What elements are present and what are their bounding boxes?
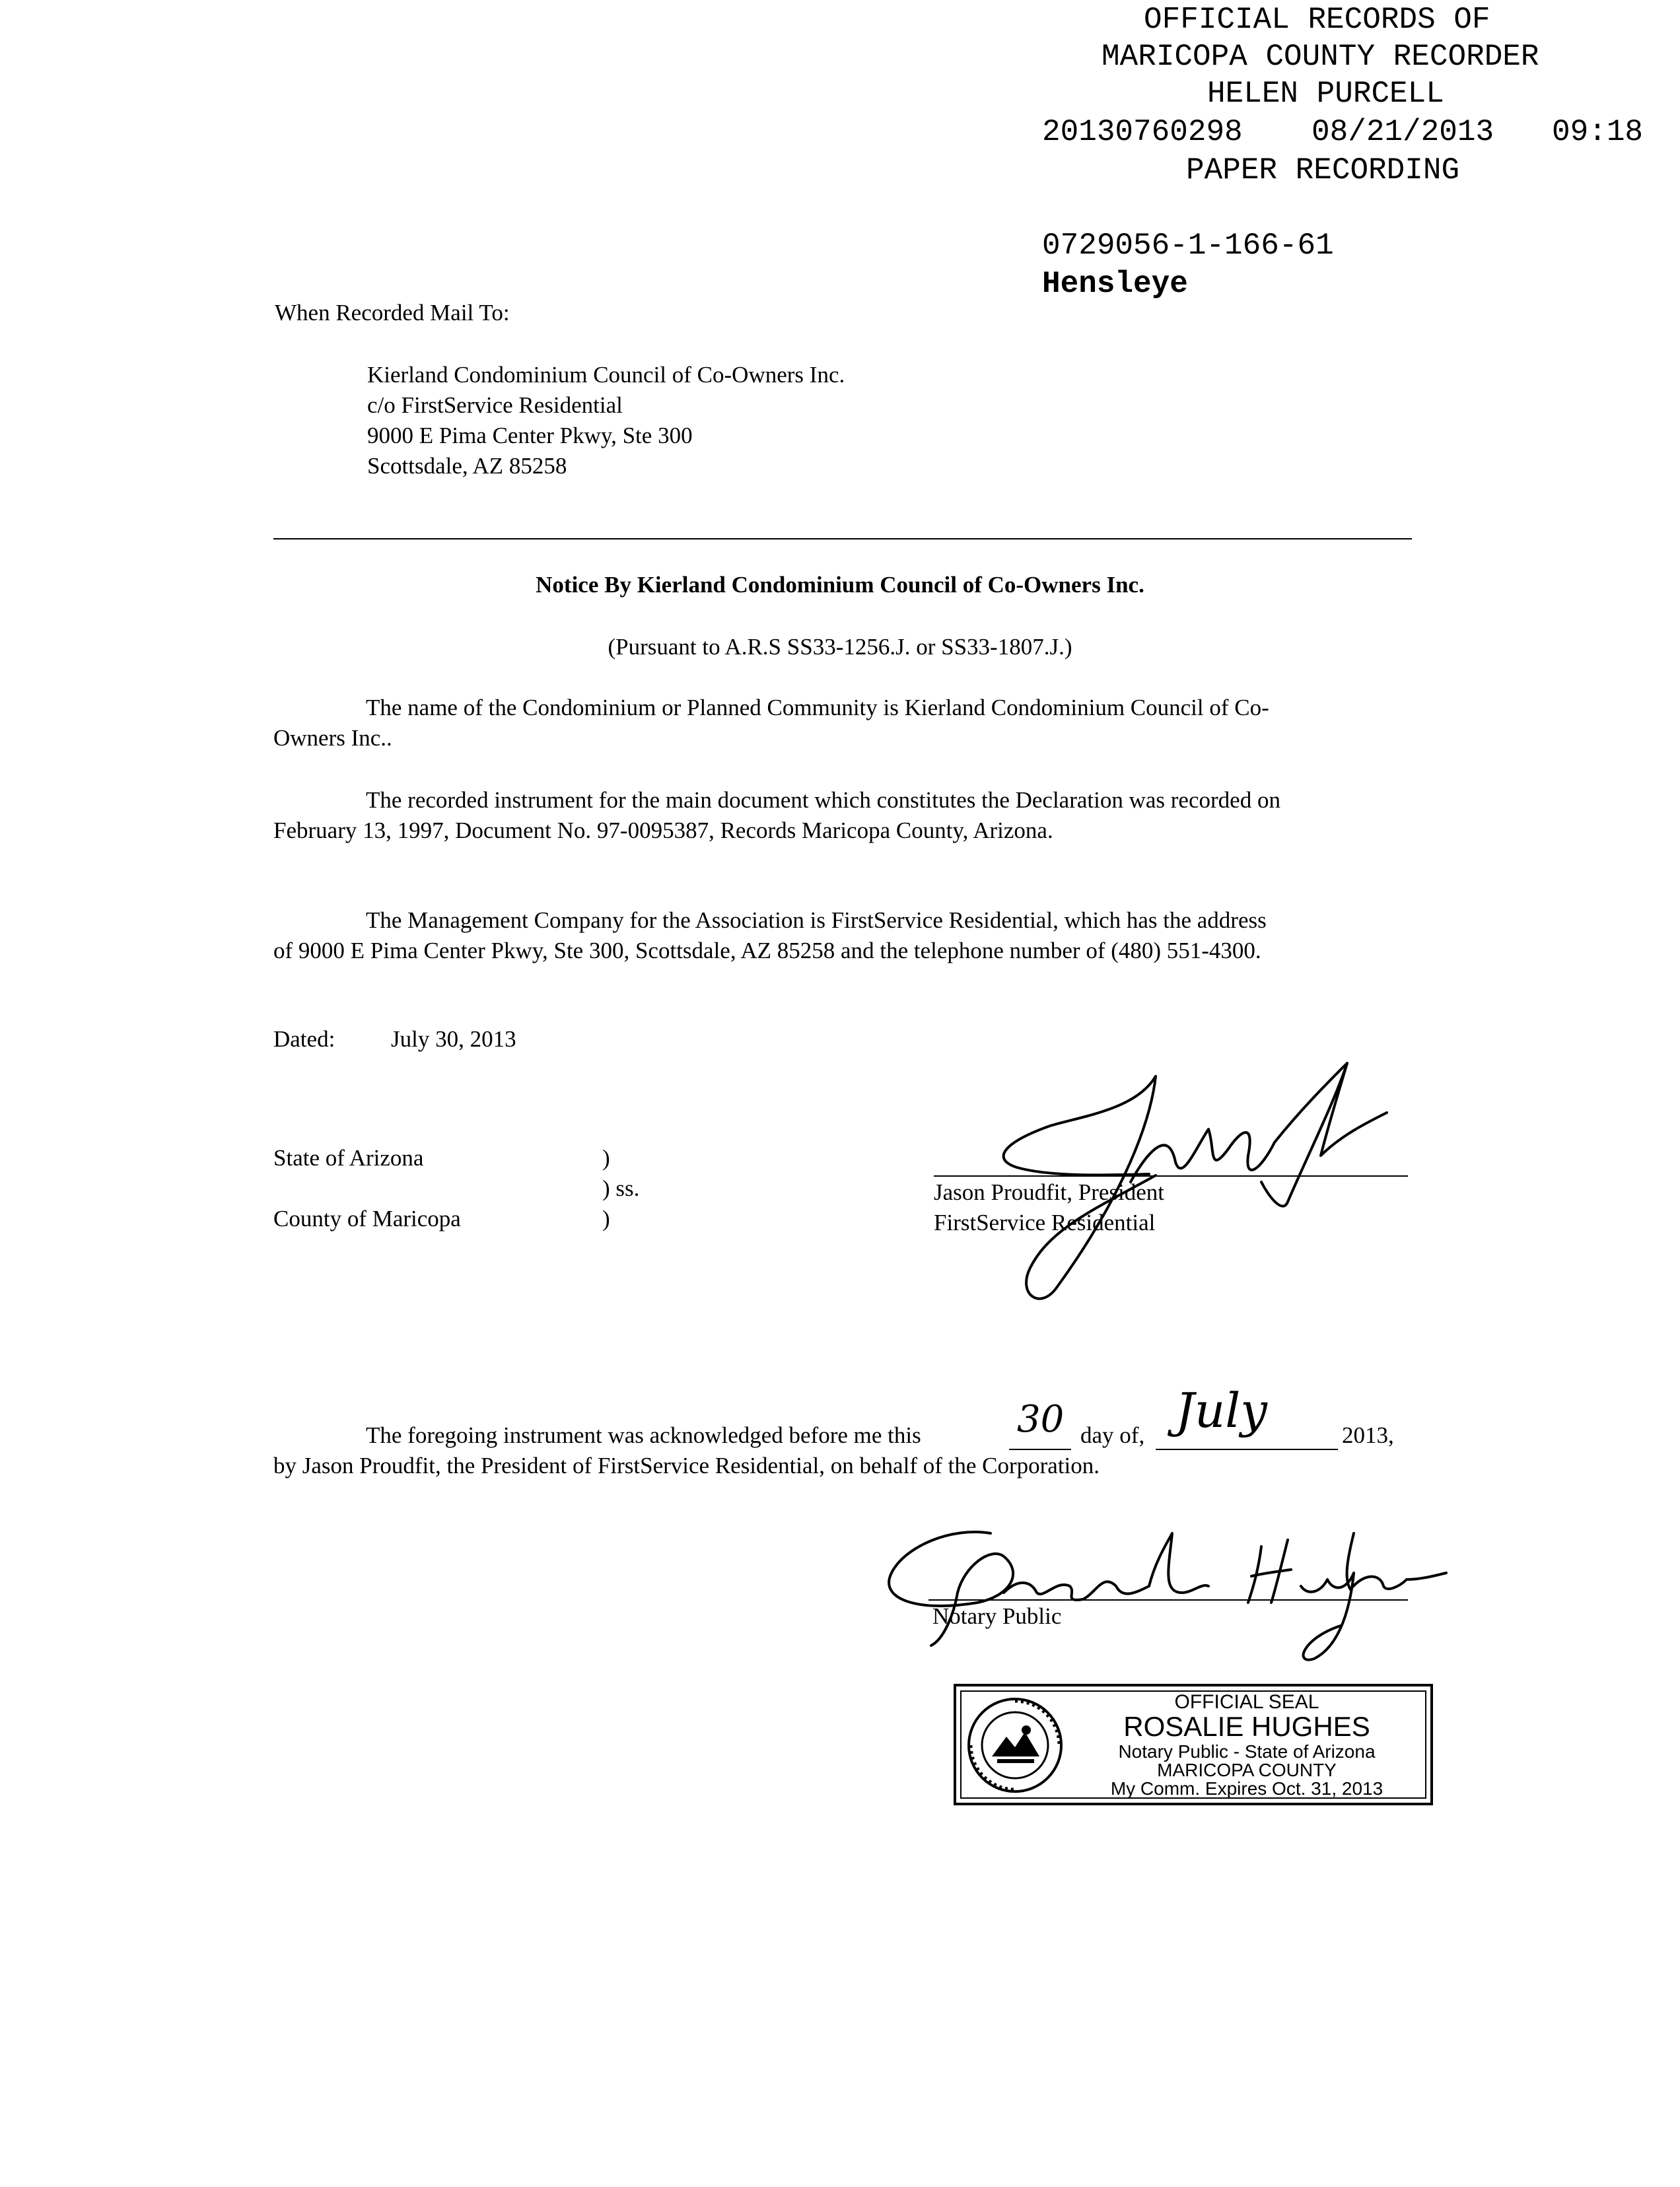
venue-ss: ) ss. (602, 1175, 640, 1201)
notice-title: Notice By Kierland Condominium Council of Co-Owners Inc. (536, 572, 1144, 598)
stamp-line-3: HELEN PURCELL (1207, 77, 1444, 111)
acknowledgment-part-1: The foregoing instrument was acknowledged before me this (366, 1422, 921, 1448)
acknowledgment-part-2: day of, (1080, 1422, 1145, 1448)
paragraph-3-line-2: of 9000 E Pima Center Pkwy, Ste 300, Scottsdale, AZ 85258 and the telephone number of (480) 551-4300. (273, 938, 1261, 963)
stamp-ref-number: 0729056-1-166-61 (1042, 228, 1334, 263)
acknowledgment-line-2: by Jason Proudfit, the President of FirstService Residential, on behalf of the Corporation. (273, 1453, 1100, 1478)
seal-line-2: MARICOPA COUNTY (1157, 1760, 1337, 1780)
header-divider (273, 538, 1412, 539)
stamp-recording-type: PAPER RECORDING (1186, 153, 1460, 188)
mail-to-heading: When Recorded Mail To: (275, 300, 510, 326)
stamp-date: 08/21/2013 (1312, 115, 1494, 149)
arizona-state-seal-icon (965, 1696, 1065, 1795)
signer-company-line: FirstService Residential (934, 1210, 1156, 1235)
stamp-time: 09:18 (1552, 115, 1644, 149)
paragraph-1-line-1: The name of the Condominium or Planned Community is Kierland Condominium Council of Co- (366, 695, 1269, 720)
stamp-clerk: Hensleye (1042, 267, 1188, 301)
signer-name-line: Jason Proudfit, President (934, 1179, 1165, 1205)
venue-county: County of Maricopa (273, 1206, 461, 1232)
stamp-line-2: MARICOPA COUNTY RECORDER (1102, 40, 1539, 74)
mail-to-line-4: Scottsdale, AZ 85258 (367, 453, 567, 479)
notice-subtitle: (Pursuant to A.R.S SS33-1256.J. or SS33-1807.J.) (608, 634, 1072, 660)
seal-name: ROSALIE HUGHES (1123, 1711, 1370, 1742)
notary-label: Notary Public (932, 1603, 1062, 1629)
dated-label: Dated: (273, 1026, 335, 1052)
notary-signature (878, 1494, 1446, 1665)
seal-line-1: Notary Public - State of Arizona (1118, 1741, 1376, 1762)
seal-heading: OFFICIAL SEAL (1174, 1691, 1319, 1713)
venue-paren-2: ) (602, 1206, 610, 1232)
official-seal (954, 1684, 1433, 1805)
month-handwritten: July (1175, 1383, 1267, 1438)
stamp-line-1: OFFICIAL RECORDS OF (1144, 3, 1490, 37)
venue-paren-1: ) (602, 1145, 610, 1171)
signer-signature (977, 1050, 1400, 1301)
seal-line-3: My Comm. Expires Oct. 31, 2013 (1110, 1778, 1383, 1799)
mail-to-line-3: 9000 E Pima Center Pkwy, Ste 300 (367, 423, 693, 448)
mail-to-line-1: Kierland Condominium Council of Co-Owners Inc. (367, 362, 845, 388)
paragraph-1-line-2: Owners Inc.. (273, 725, 392, 751)
dated-value: July 30, 2013 (391, 1026, 516, 1052)
day-handwritten: 30 (1017, 1398, 1065, 1441)
stamp-doc-number: 20130760298 (1042, 115, 1243, 149)
acknowledgment-year: 2013, (1342, 1422, 1394, 1448)
venue-state: State of Arizona (273, 1145, 424, 1171)
mail-to-line-2: c/o FirstService Residential (367, 392, 623, 418)
day-blank-line (1009, 1449, 1071, 1450)
month-blank-line (1156, 1449, 1338, 1450)
paragraph-2-line-1: The recorded instrument for the main document which constitutes the Declaration was recorded on (366, 787, 1280, 813)
paragraph-2-line-2: February 13, 1997, Document No. 97-0095387, Records Maricopa County, Arizona. (273, 817, 1053, 843)
paragraph-3-line-1: The Management Company for the Association is FirstService Residential, which has the address (366, 907, 1267, 933)
